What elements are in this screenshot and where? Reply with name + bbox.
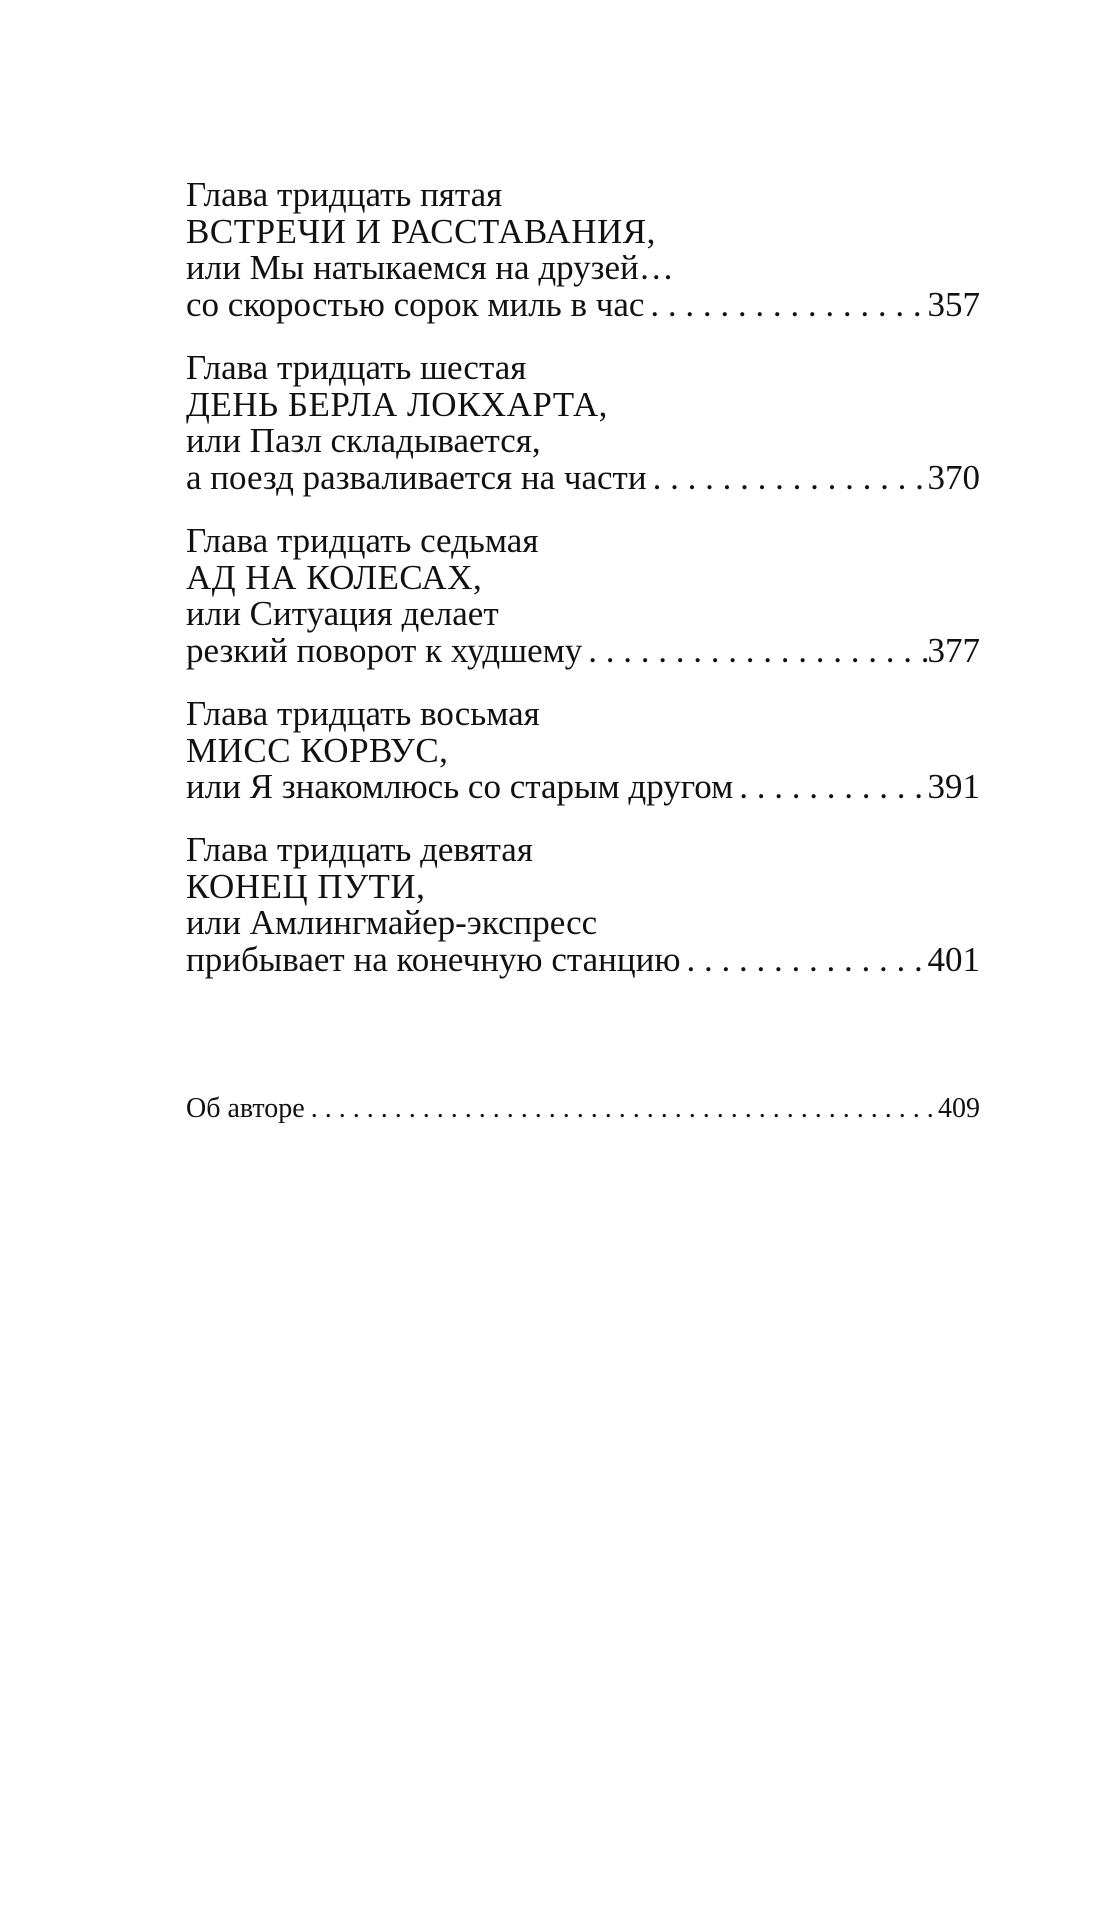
toc-leader-line — [186, 941, 980, 979]
about-author-label: Об авторе — [186, 1093, 305, 1124]
chapter-subtitle-end: или Я знакомлюсь со старым другом — [186, 767, 734, 806]
chapter-subtitle-end: а поезд разваливается на части — [186, 458, 647, 497]
chapter-subtitle: или Пазл складывается, — [186, 421, 541, 460]
chapter-title: КОНЕЦ ПУТИ, — [186, 867, 426, 906]
dot-leader — [647, 459, 928, 496]
page-number: 377 — [927, 631, 980, 670]
chapter-subtitle: или Амлингмайер-экспресс — [186, 903, 598, 942]
toc-leader-line — [186, 768, 980, 806]
chapter-number: Глава тридцать пятая — [186, 175, 503, 214]
page-number: 409 — [938, 1093, 980, 1124]
toc-entry-about-author — [186, 1093, 980, 1125]
chapter-number: Глава тридцать шестая — [186, 348, 527, 387]
dot-leader — [644, 286, 927, 323]
toc-entry-chapter-35 — [186, 176, 980, 324]
toc-entry-chapter-39 — [186, 831, 980, 979]
toc-leader-line — [186, 286, 980, 324]
chapter-subtitle: или Мы натыкаемся на друзей… — [186, 248, 674, 287]
table-of-contents — [186, 176, 980, 1004]
toc-entry-chapter-38 — [186, 695, 980, 806]
chapter-subtitle: или Ситуация делает — [186, 594, 499, 633]
chapter-subtitle-end: со скоростью сорок миль в час — [186, 285, 645, 324]
toc-leader-line — [186, 459, 980, 497]
chapter-number: Глава тридцать седьмая — [186, 521, 539, 560]
page-number: 370 — [927, 458, 980, 497]
dot-leader — [305, 1093, 938, 1125]
chapter-title: МИСС КОРВУС, — [186, 731, 449, 770]
page-number: 391 — [927, 767, 980, 806]
toc-entry-chapter-36 — [186, 349, 980, 497]
dot-leader — [733, 768, 927, 805]
toc-entry-chapter-37 — [186, 522, 980, 670]
chapter-subtitle-end: резкий поворот к худшему — [186, 631, 583, 670]
chapter-title: ДЕНЬ БЕРЛА ЛОКХАРТА, — [186, 385, 608, 424]
page-number: 357 — [927, 285, 980, 324]
chapter-subtitle-end: прибывает на конечную станцию — [186, 940, 681, 979]
chapter-number: Глава тридцать восьмая — [186, 694, 540, 733]
page-number: 401 — [927, 940, 980, 979]
chapter-title: АД НА КОЛЕСАХ, — [186, 558, 483, 597]
dot-leader — [680, 941, 927, 978]
dot-leader — [582, 632, 927, 669]
toc-leader-line — [186, 632, 980, 670]
chapter-title: ВСТРЕЧИ И РАССТАВАНИЯ, — [186, 212, 656, 251]
chapter-number: Глава тридцать девятая — [186, 830, 533, 869]
